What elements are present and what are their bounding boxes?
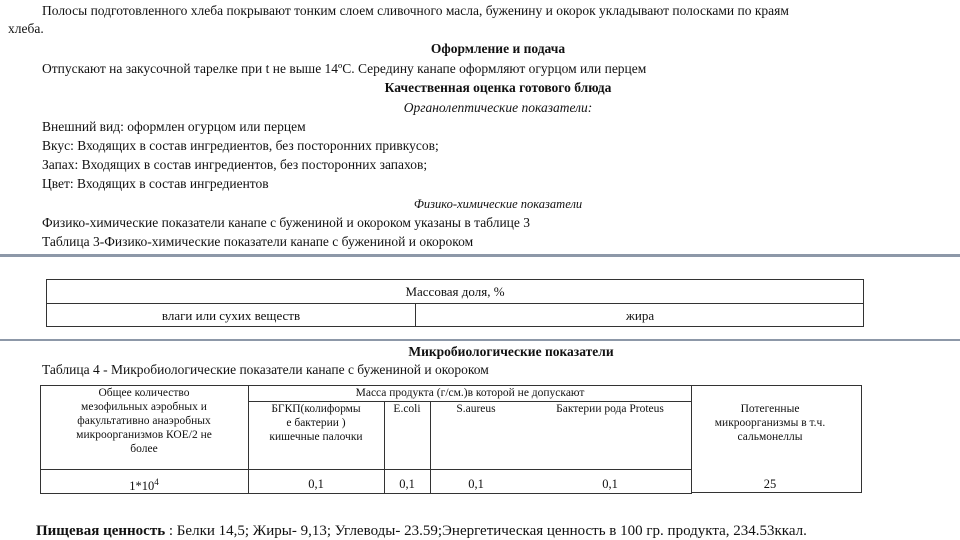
header-total-line: более [130, 443, 158, 455]
table4 [40, 385, 826, 494]
table3-caption: Таблица 3-Физико-химические показатели канапе с бужениной и окороком [42, 234, 474, 249]
taste-text: Вкус: Входящих в состав ингредиентов, без посторонних привкусов; [42, 138, 439, 153]
table3-header: Массовая доля, % [47, 280, 863, 304]
preparation-text-line2: хлеба. [8, 21, 44, 36]
header-bgkp-line: БГКП(колиформы [271, 403, 361, 415]
table4-header-ecoli: E.coli [393, 403, 421, 415]
nutrition-line [36, 522, 807, 540]
header-bgkp-line: кишечные палочки [269, 431, 363, 443]
organoleptic-subheading: Органолептические показатели: [403, 100, 593, 115]
table4-pathogen-column-border [692, 385, 862, 493]
smell-text: Запах: Входящих в состав ингредиентов, без посторонних запахов; [42, 157, 428, 172]
serving-text: Отпускают на закусочной тарелке при t не выше 14ºC. Середину канапе оформляют огурцом или перцем [42, 61, 647, 76]
micro-heading: Микробиологические показатели [408, 344, 614, 359]
appearance-text: Внешний вид: оформлен огурцом или перцем [42, 119, 306, 134]
table4-val-proteus: 0,1 [602, 477, 618, 491]
serving-heading: Оформление и подача [430, 41, 566, 56]
table4-header-proteus: Бактерии рода Proteus [556, 403, 664, 415]
val-total-base: 1*10 [129, 479, 155, 494]
micro-panel [0, 341, 960, 540]
physchem-subheading: Физико-химические показатели [413, 197, 583, 211]
table4-header-bgkp [248, 402, 384, 444]
nutrition-text: : Белки 14,5; Жиры- 9,13; Углеводы- 23.59;Энергетическая ценность в 100 гр. продукта, 234.53ккал. [165, 523, 807, 539]
table3-panel [0, 257, 960, 339]
quality-heading: Качественная оценка готового блюда [384, 80, 612, 95]
table4-val-saureus: 0,1 [468, 477, 484, 491]
recipe-panel [0, 0, 960, 254]
color-text: Цвет: Входящих в состав ингредиентов [42, 176, 269, 191]
header-total-line: микроорганизмов КОЕ/2 не [76, 429, 212, 441]
header-pathogen-line: сальмонеллы [737, 431, 803, 443]
preparation-text-line1: Полосы подготовленного хлеба покрывают тонким слоем сливочного масла, буженину и окорок укладывают полосками по краям [42, 3, 789, 18]
table4-caption: Таблица 4 - Микробиологические показатели канапе с бужениной и окороком [42, 362, 489, 377]
nutrition-label: Пищевая ценность [36, 523, 166, 539]
header-total-line: мезофильных аэробных и [81, 401, 207, 413]
val-total-exponent: 4 [154, 477, 159, 487]
table3-col-moisture: влаги или сухих веществ [47, 304, 416, 327]
table3 [46, 279, 864, 327]
table4-header-saureus: S.aureus [456, 403, 496, 415]
table4-col-divider [430, 401, 431, 493]
table4-val-ecoli: 0,1 [399, 477, 415, 491]
table4-val-pathogen: 25 [763, 477, 777, 491]
header-pathogen-line: микроорганизмы в т.ч. [714, 417, 826, 429]
table4-row-divider [40, 469, 692, 470]
header-bgkp-line: е бактерии ) [286, 417, 346, 429]
table4-header-mass: Масса продукта (г/см.)в которой не допускают [355, 387, 585, 399]
table4-val-bgkp: 0,1 [308, 477, 324, 491]
table3-col-fat: жира [625, 308, 655, 323]
header-total-line: Общее количество [98, 387, 190, 399]
table4-header-total [40, 386, 248, 456]
table4-val-total [40, 475, 248, 493]
header-total-line: факультативно анаэробных [77, 415, 211, 427]
physchem-text: Физико-химические показатели канапе с бужениной и окороком указаны в таблице 3 [42, 215, 531, 230]
header-pathogen-line: Потегенные [740, 403, 800, 415]
